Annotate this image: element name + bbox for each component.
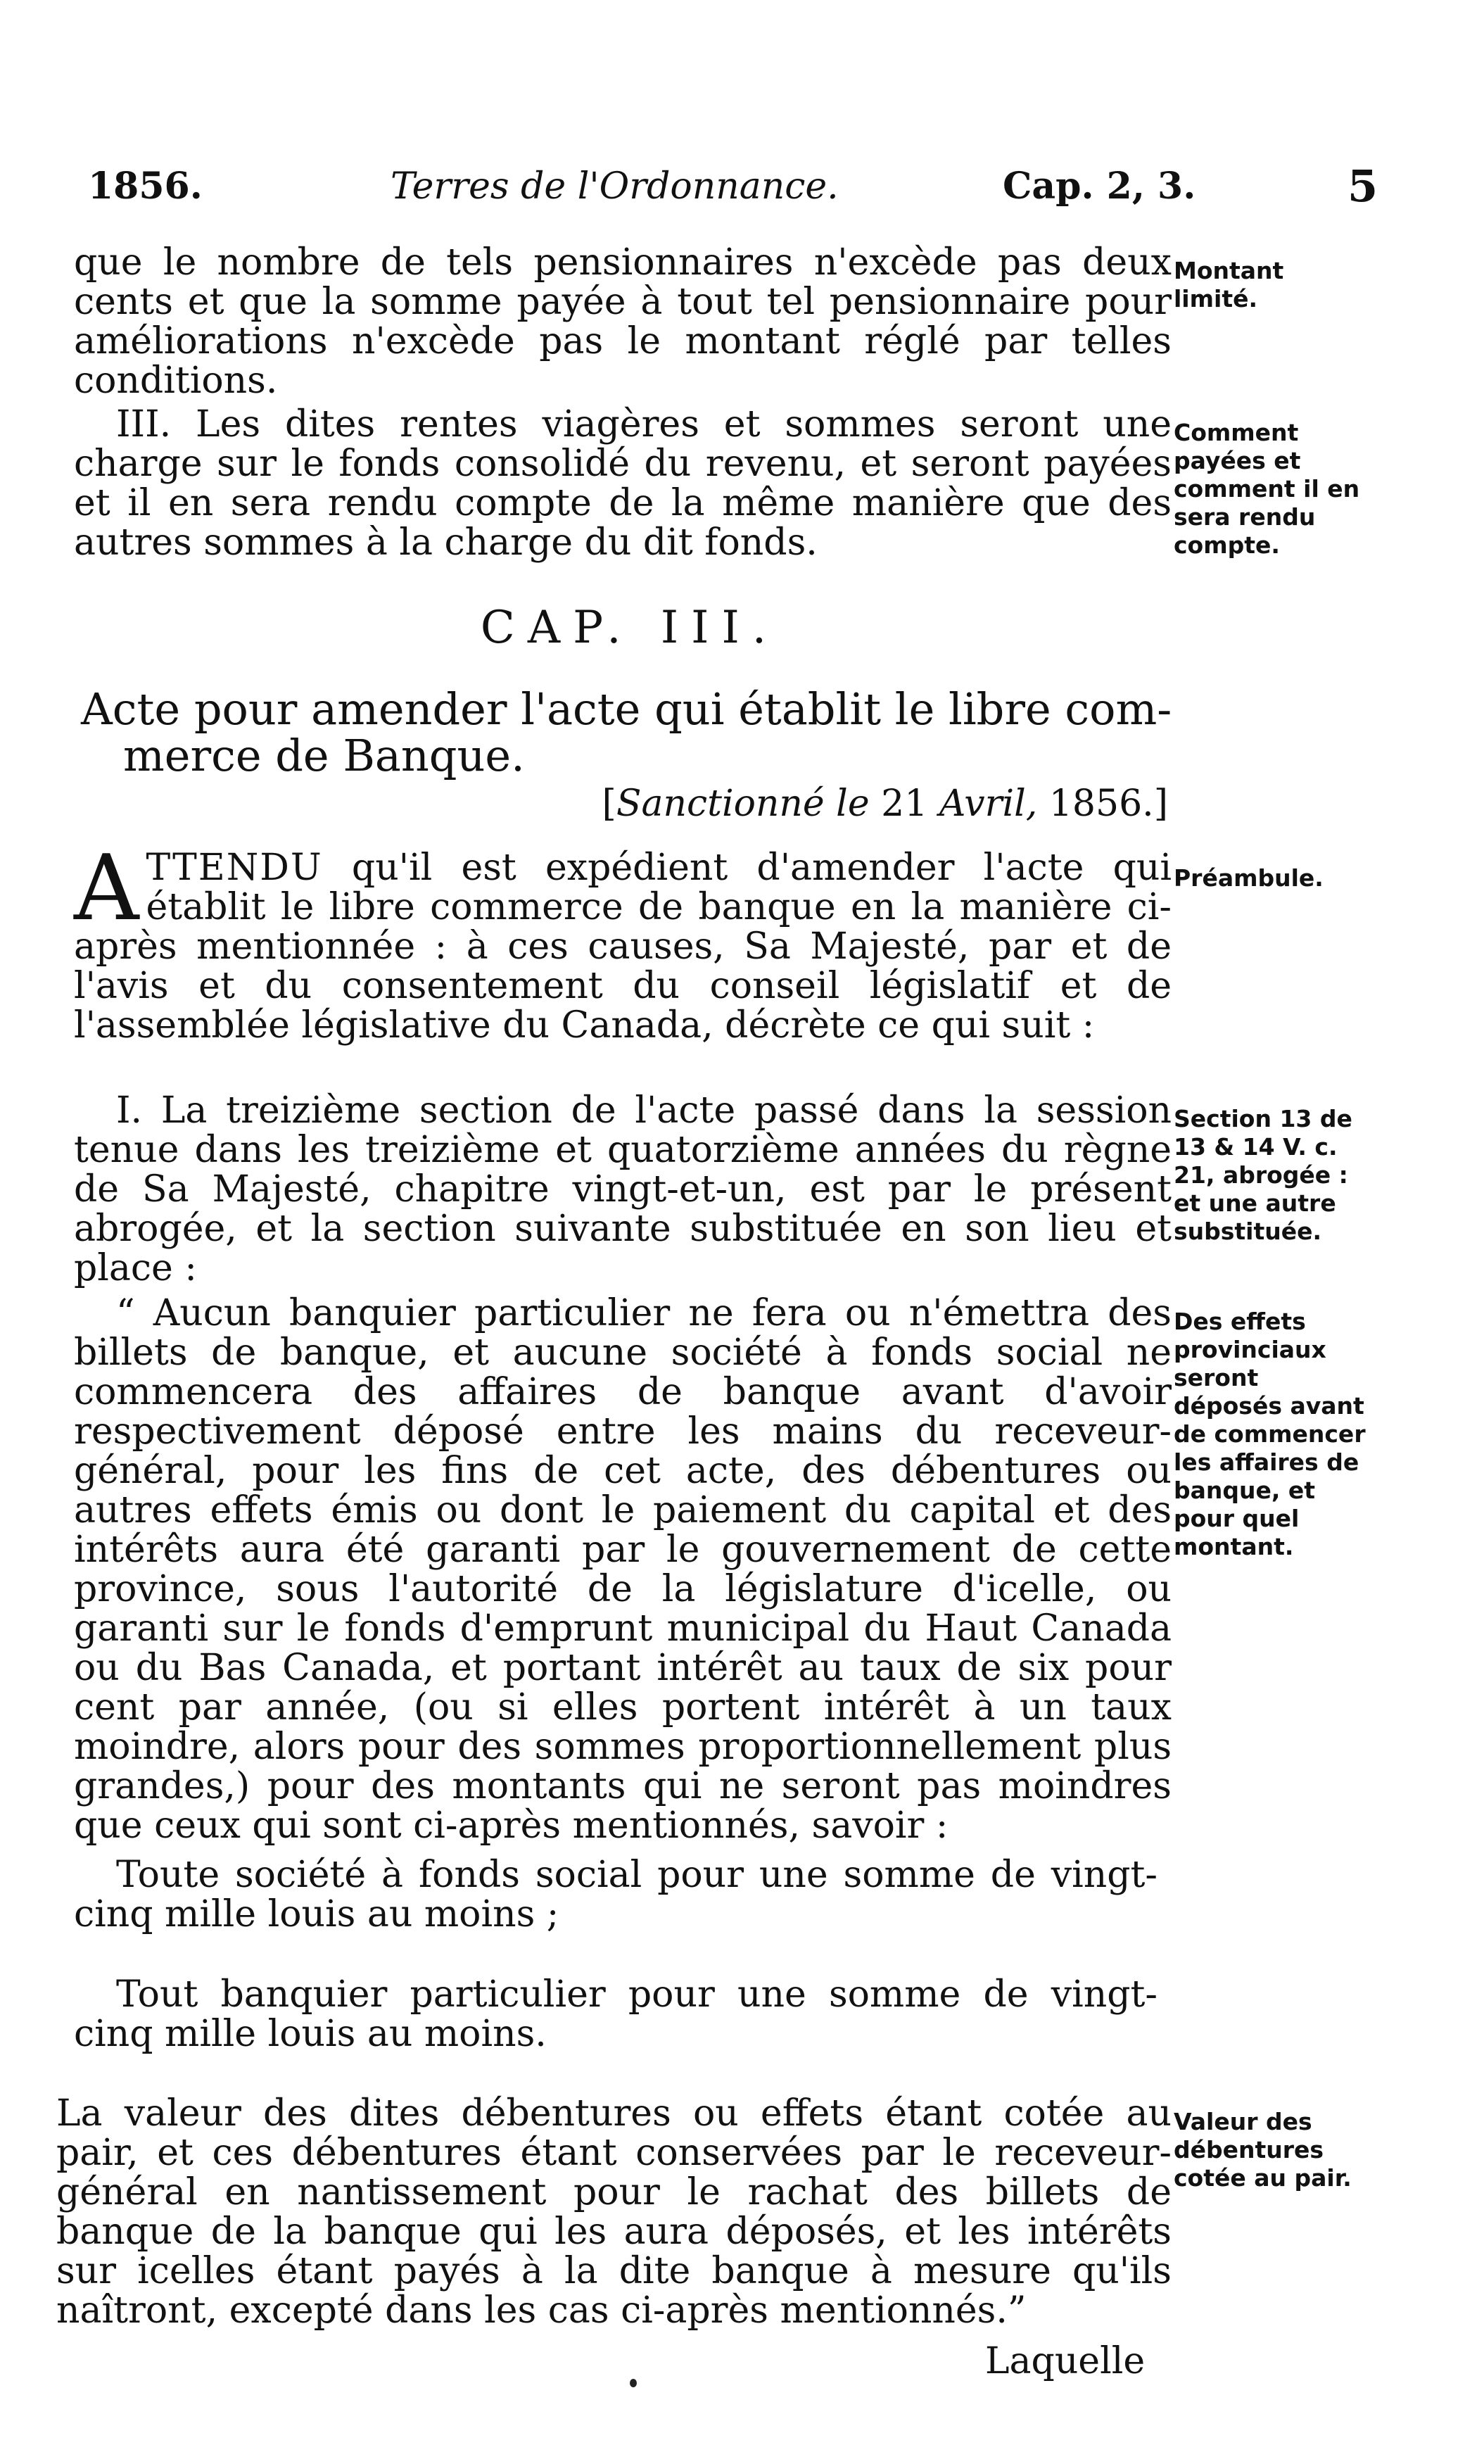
sanction-italic-1: Sanctionné le bbox=[616, 783, 870, 825]
running-header bbox=[88, 158, 1411, 215]
quoted-section-paragraph: “ Aucun banquier particulier ne fera ou n'émettra des billets de banque, et aucune société à fonds social ne commencera des affaires de banque avant d'avoir respectivement déposé entre les mains du receveur-général, pour les fins de cet acte, des débentures ou autres effets émis ou dont le paiement du capital et des intérêts aura été garanti par le gouvernement de cette province, sous l'autorité de la législature d'icelle, ou garanti sur le fonds d'emprunt municipal du Haut Canada ou du Bas Canada, et portant intérêt au taux de six pour cent par année, (ou si elles portent intérêt à un taux moindre, alors pour des sommes proportionnellement plus grandes,) pour des montants qui ne seront pas moindres que ceux qui sont ci-après mentionnés, savoir : bbox=[74, 1292, 1172, 1847]
valeur-paragraph: La valeur des dites débentures ou effets étant cotée au pair, et ces débentures étant conservées par le receveur-général en nantissement pour le rachat des billets de banque de la banque qui les aura déposés, et les intérêts sur icelles étant payés à la dite banque à mesure qu'ils naîtront, excepté dans les cas ci-après mentionnés.” bbox=[56, 2092, 1172, 2332]
chapter-heading: CAP. III. bbox=[480, 602, 780, 654]
act-title-line-1: Acte pour amender l'acte qui établit le libre com- bbox=[81, 683, 1172, 735]
act-title bbox=[81, 683, 1179, 781]
margin-note-comment: Comment payées et comment il en sera rendu compte. bbox=[1174, 419, 1360, 559]
paragraph-continuation: que le nombre de tels pensionnaires n'excède pas deux cents et que la somme payée à tout tel pensionnaire pour améliorations n'excède pas le montant réglé par telles conditions. bbox=[74, 241, 1172, 402]
header-title: Terres de l'Ordonnance. bbox=[391, 165, 839, 208]
drop-cap: A bbox=[74, 836, 139, 941]
catchword: Laquelle bbox=[985, 2340, 1146, 2382]
banker-amount-paragraph: Tout banquier particulier pour une somme de vingt-cinq mille louis au moins. bbox=[74, 1973, 1158, 2055]
sanction-open: [ bbox=[602, 783, 616, 825]
margin-note-effets: Des effets provinciaux seront déposés avant de commencer les affaires de banque, et pour quel montant. bbox=[1174, 1308, 1366, 1560]
preamble-first-word: TTENDU bbox=[146, 847, 323, 889]
sanction-year: 1856.] bbox=[1037, 783, 1168, 825]
sanction-day: 21 bbox=[869, 783, 939, 825]
margin-note-preambule: Préambule. bbox=[1174, 864, 1324, 892]
section-1-paragraph: I. La treizième section de l'acte passé dans la session tenue dans les treizième et quatorzième années du règne de Sa Majesté, chapitre vingt-et-un, est par le présent abrogée, et la section suivante substituée en son lieu et place : bbox=[74, 1089, 1172, 1289]
printer-mark-dot bbox=[630, 2379, 637, 2387]
preamble-text: qu'il est expédient d'amender l'acte qui établit le libre commerce de banque en la manière ci-après mentionnée : à ces causes, Sa Majesté, par et de l'avis et du consentement du conseil législatif et de l'assemblée législative du Canada, décrète ce qui suit : bbox=[74, 847, 1172, 1047]
header-chapter: Cap. 2, 3. bbox=[1003, 165, 1196, 208]
margin-note-valeur: Valeur des débentures cotée au pair. bbox=[1174, 2108, 1352, 2192]
sanction-date bbox=[591, 783, 1168, 825]
act-title-line-2: merce de Banque. bbox=[123, 730, 525, 781]
company-amount-paragraph: Toute société à fonds social pour une somme de vingt-cinq mille louis au moins ; bbox=[74, 1854, 1158, 1935]
header-year: 1856. bbox=[88, 165, 203, 208]
section-3-paragraph: III. Les dites rentes viagères et sommes seront une charge sur le fonds consolidé du revenu, et seront payées et il en sera rendu compte de la même manière que des autres sommes à la charge du dit fonds. bbox=[74, 403, 1172, 564]
sanction-italic-2: Avril, bbox=[939, 783, 1038, 825]
margin-note-section-13: Section 13 de 13 & 14 V. c. 21, abrogée : et une autre substituée. bbox=[1174, 1105, 1352, 1245]
margin-note-montant: Montant limité. bbox=[1174, 257, 1284, 312]
preamble-paragraph bbox=[74, 836, 1172, 1047]
page-number: 5 bbox=[1347, 160, 1378, 212]
